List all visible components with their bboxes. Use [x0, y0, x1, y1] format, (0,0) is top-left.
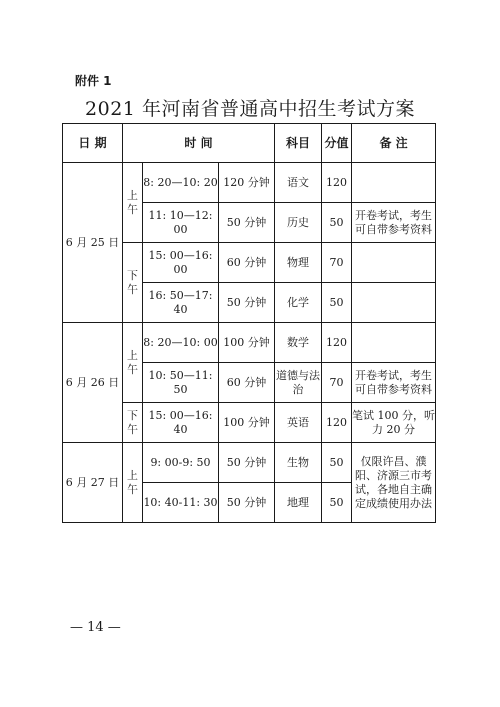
note-cell — [352, 283, 436, 323]
time-cell: 11: 10—12: 00 — [143, 203, 219, 243]
time-cell: 10: 40-11: 30 — [143, 483, 219, 523]
time-cell: 10: 50—11: 50 — [143, 363, 219, 403]
header-score: 分值 — [322, 124, 352, 163]
slot-cell: 上午 — [123, 323, 143, 403]
date-cell: 6 月 25 日 — [63, 163, 123, 323]
page-number: — 14 — — [70, 620, 121, 635]
score-cell: 50 — [322, 483, 352, 523]
page-title: 2021 年河南省普通高中招生考试方案 — [85, 98, 415, 120]
table-row — [63, 163, 436, 203]
subject-cell: 地理 — [275, 483, 322, 523]
time-cell: 15: 00—16: 00 — [143, 243, 219, 283]
score-cell: 120 — [322, 323, 352, 363]
subject-cell: 语文 — [275, 163, 322, 203]
duration-cell: 60 分钟 — [219, 243, 275, 283]
subject-cell: 化学 — [275, 283, 322, 323]
subject-cell: 英语 — [275, 403, 322, 443]
note-cell — [352, 243, 436, 283]
date-cell: 6 月 26 日 — [63, 323, 123, 443]
time-cell: 8: 20—10: 20 — [143, 163, 219, 203]
note-cell: 笔试 100 分，听力 20 分 — [352, 403, 436, 443]
duration-cell: 100 分钟 — [219, 323, 275, 363]
duration-cell: 100 分钟 — [219, 403, 275, 443]
header-date: 日 期 — [63, 124, 123, 163]
duration-cell: 50 分钟 — [219, 283, 275, 323]
duration-cell: 50 分钟 — [219, 203, 275, 243]
header-note: 备 注 — [352, 124, 436, 163]
note-cell — [352, 323, 436, 363]
table-row — [63, 323, 436, 363]
slot-cell: 下午 — [123, 243, 143, 323]
header-time: 时 间 — [123, 124, 275, 163]
score-cell: 50 — [322, 443, 352, 483]
attachment-label: 附件 1 — [75, 74, 112, 88]
score-cell: 70 — [322, 243, 352, 283]
slot-cell: 上午 — [123, 443, 143, 523]
subject-cell: 道德与法治 — [275, 363, 322, 403]
score-cell: 120 — [322, 163, 352, 203]
date-cell: 6 月 27 日 — [63, 443, 123, 523]
table-row — [63, 443, 436, 483]
score-cell: 70 — [322, 363, 352, 403]
time-cell: 15: 00—16: 40 — [143, 403, 219, 443]
duration-cell: 120 分钟 — [219, 163, 275, 203]
slot-cell: 上午 — [123, 163, 143, 243]
subject-cell: 历史 — [275, 203, 322, 243]
time-cell: 8: 20—10: 00 — [143, 323, 219, 363]
note-cell — [352, 163, 436, 203]
note-cell: 开卷考试，考生可自带参考资料 — [352, 363, 436, 403]
time-cell: 9: 00-9: 50 — [143, 443, 219, 483]
header-row — [63, 124, 436, 163]
header-subject: 科目 — [275, 124, 322, 163]
score-cell: 50 — [322, 203, 352, 243]
score-cell: 50 — [322, 283, 352, 323]
note-cell: 开卷考试，考生可自带参考资料 — [352, 203, 436, 243]
duration-cell: 50 分钟 — [219, 443, 275, 483]
score-cell: 120 — [322, 403, 352, 443]
note-cell: 仅限许昌、濮阳、济源三市考试，各地自主确定成绩使用办法 — [352, 443, 436, 523]
duration-cell: 50 分钟 — [219, 483, 275, 523]
time-cell: 16: 50—17: 40 — [143, 283, 219, 323]
subject-cell: 生物 — [275, 443, 322, 483]
slot-cell: 下午 — [123, 403, 143, 443]
exam-schedule-table — [62, 123, 436, 523]
subject-cell: 物理 — [275, 243, 322, 283]
duration-cell: 60 分钟 — [219, 363, 275, 403]
subject-cell: 数学 — [275, 323, 322, 363]
